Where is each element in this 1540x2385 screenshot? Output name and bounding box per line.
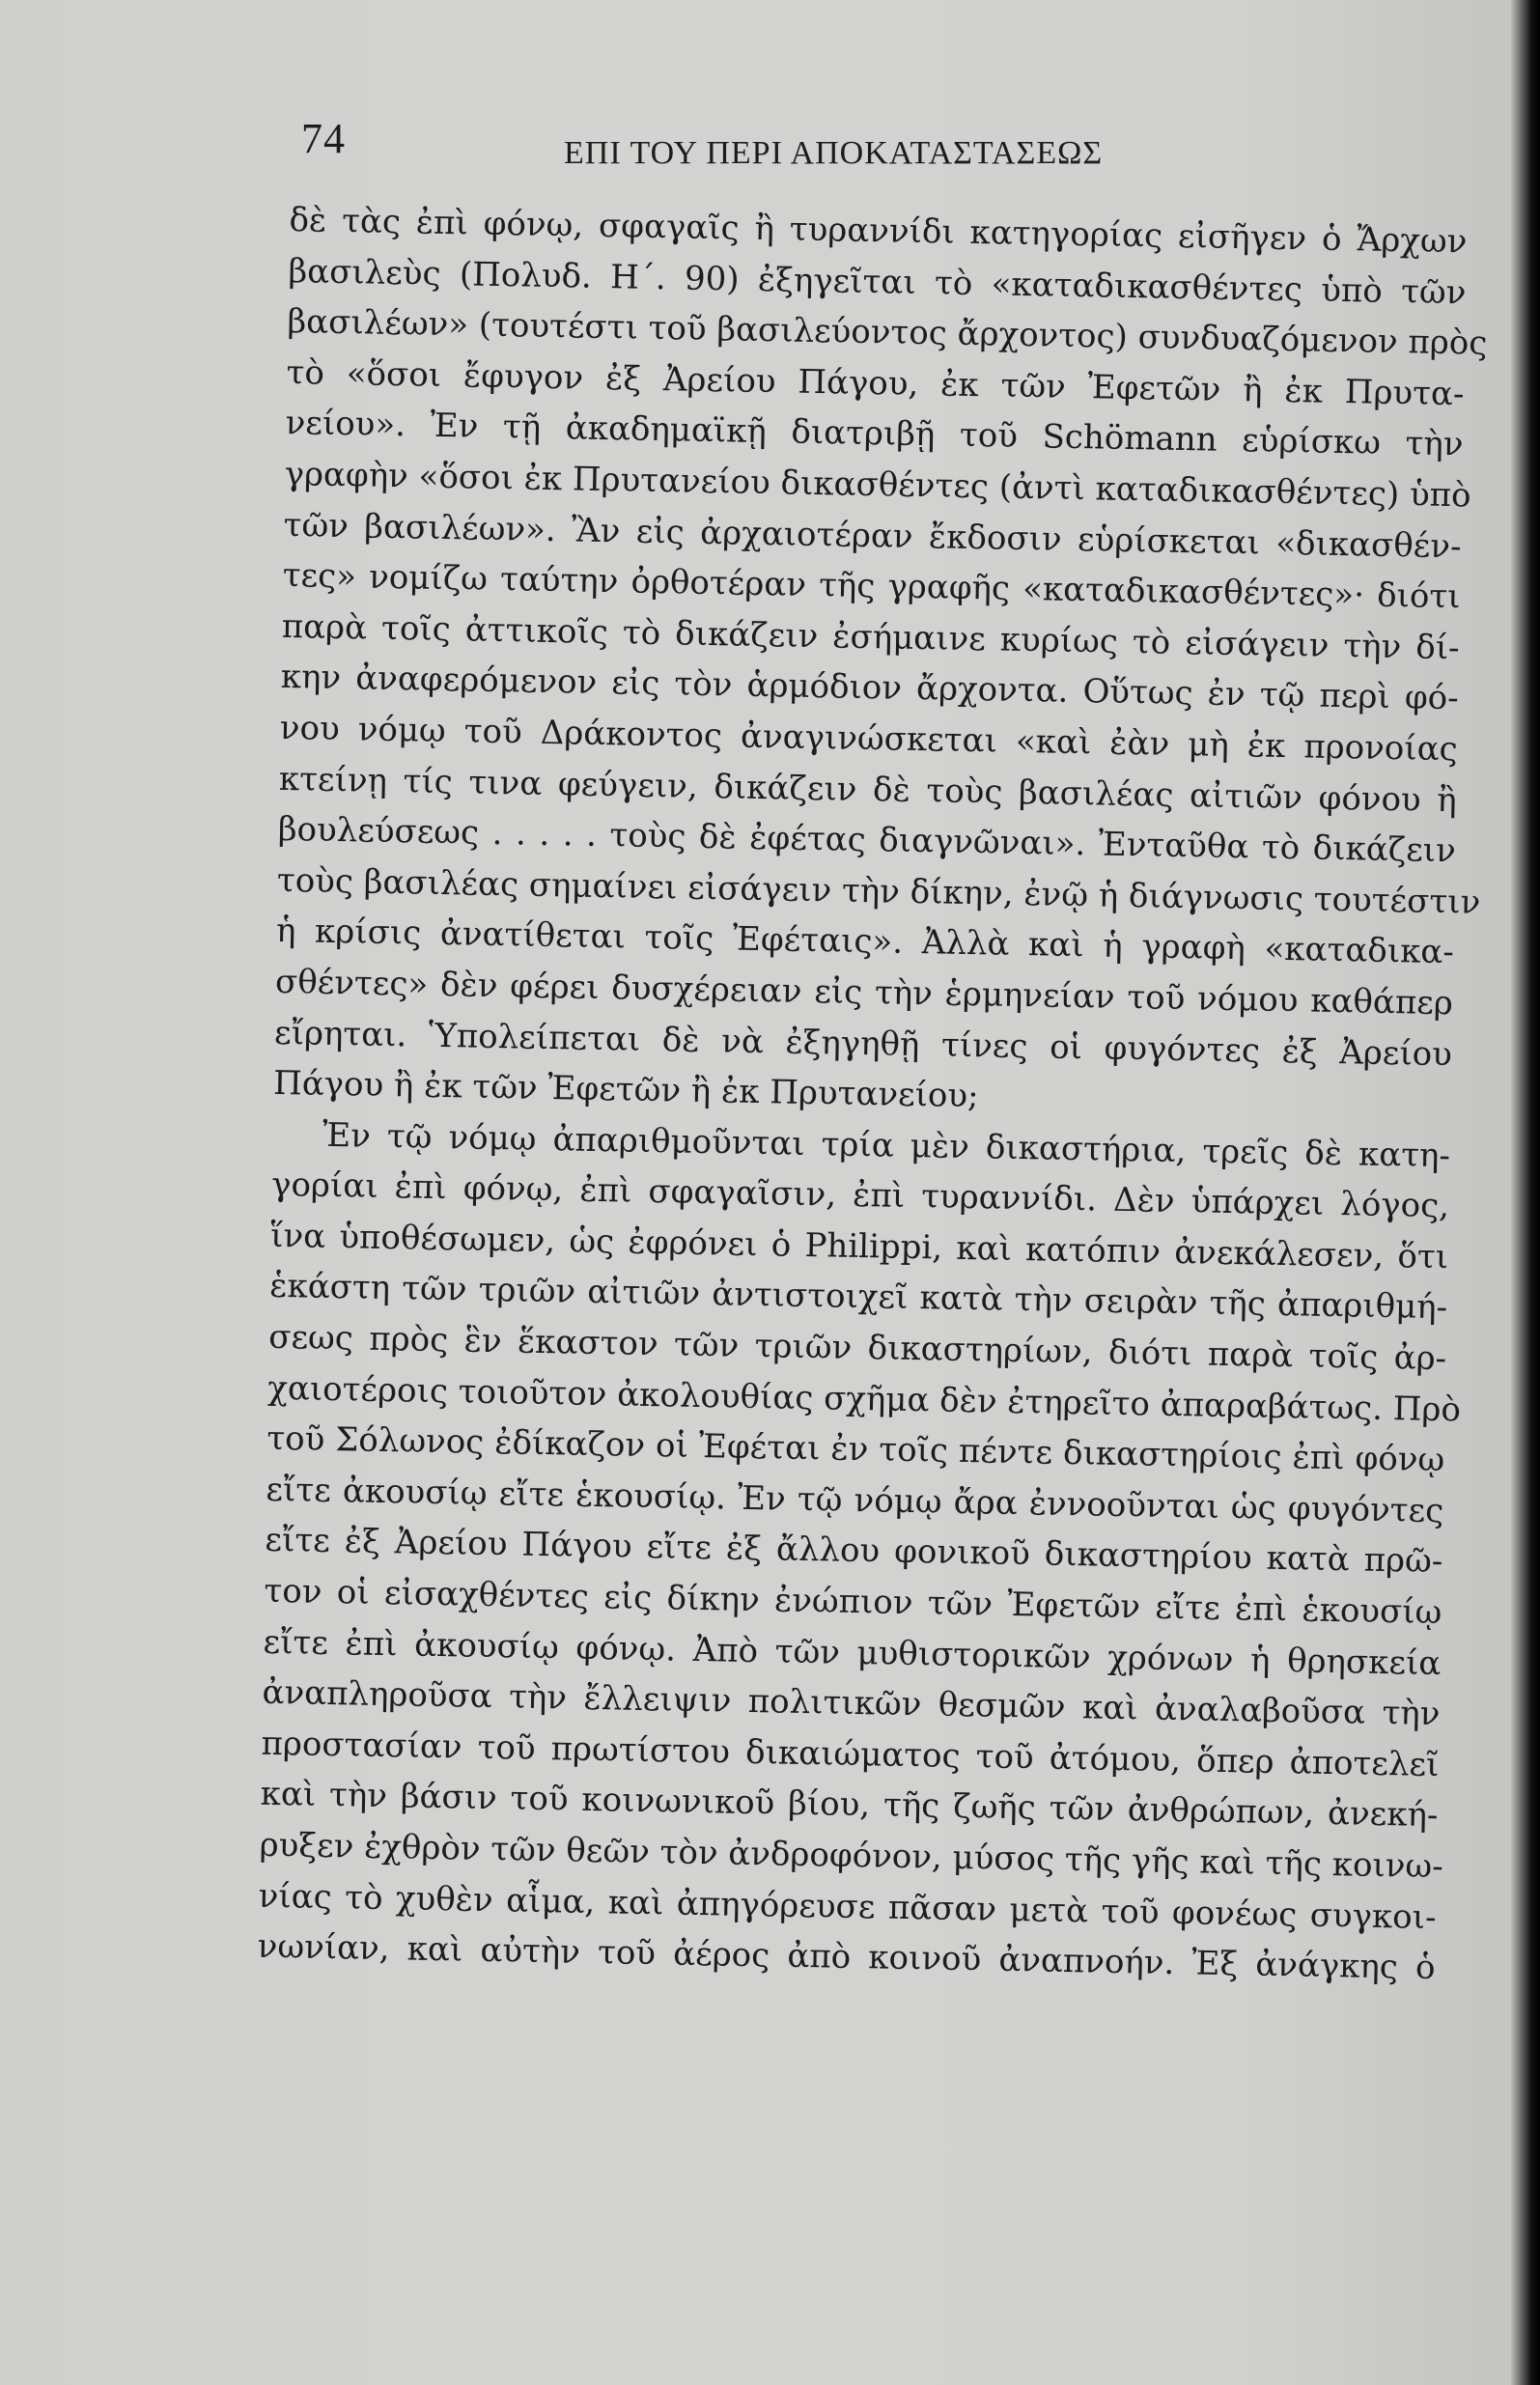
text-line: ἡ κρίσις ἀνατίθεται τοῖς Ἐφέταις». Ἀλλὰ καὶ ἡ γραφὴ «καταδικα- <box>275 912 1455 972</box>
text-line: νωνίαν, καὶ αὐτὴν τοῦ ἀέρος ἀπὸ κοινοῦ ἀναπνοήν. Ἐξ ἀνάγκης ὁ <box>257 1926 1436 1988</box>
text-line: Ἐν τῷ νόμῳ ἀπαριθμοῦνται τρία μὲν δικαστήρια, τρεῖς δὲ κατη- <box>322 1115 1451 1175</box>
text-line: κτείνῃ τίς τινα φεύγειν, δικάζειν δὲ τοὺς βασιλέας αἰτιῶν φόνου ἢ <box>278 759 1458 820</box>
text-line: γορίαι ἐπὶ φόνῳ, ἐπὶ σφαγαῖσιν, ἐπὶ τυραννίδι. Δὲν ὑπάρχει λόγος, <box>270 1165 1450 1226</box>
page-edge-shadow <box>1511 0 1540 2385</box>
body-text <box>257 195 1488 1994</box>
text-line: βουλεύσεως . . . . . τοὺς δὲ ἐφέτας διαγνῶναι». Ἐνταῦθα τὸ δικάζειν <box>277 810 1457 871</box>
text-line: τοῦ Σόλωνος ἐδίκαζον οἱ Ἐφέται ἐν τοῖς πέντε δικαστηρίοις ἐπὶ φόνῳ <box>266 1419 1445 1480</box>
text-line: κην ἀναφερόμενον εἰς τὸν ἁρμόδιον ἄρχοντα. Οὕτως ἐν τῷ περὶ φό- <box>280 658 1460 718</box>
text-line: τοὺς βασιλέας σημαίνει εἰσάγειν τὴν δίκην, ἐνῷ ἡ διάγνωσις τουτέστιν <box>276 860 1481 922</box>
text-line: νίας τὸ χυθὲν αἷμα, καὶ ἀπηγόρευσε πᾶσαν μετὰ τοῦ φονέως συγκοι- <box>258 1876 1437 1937</box>
text-line: βασιλεὺς (Πολυδ. Η΄. 90) ἐξηγεῖται τὸ «καταδικασθέντες ὑπὸ τῶν <box>288 251 1467 312</box>
text-line: τῶν βασιλέων». Ἂν εἰς ἀρχαιοτέραν ἔκδοσιν εὑρίσκεται «δικασθέν- <box>283 505 1462 566</box>
text-line: σεως πρὸς ἓν ἕκαστον τῶν τριῶν δικαστηρίων, διότι παρὰ τοῖς ἀρ- <box>267 1317 1447 1379</box>
text-line: ἑκάστη τῶν τριῶν αἰτιῶν ἀντιστοιχεῖ κατὰ τὴν σειρὰν τῆς ἀπαριθμή- <box>268 1267 1448 1328</box>
text-line: εἴτε ἐπὶ ἀκουσίῳ φόνῳ. Ἀπὸ τῶν μυθιστορικῶν χρόνων ἡ θρησκεία <box>263 1622 1442 1683</box>
text-line: νείου». Ἐν τῇ ἀκαδημαϊκῇ διατριβῇ τοῦ Schömann εὑρίσκω τὴν <box>285 404 1464 464</box>
text-line: εἴρηται. Ὑπολείπεται δὲ νὰ ἐξηγηθῇ τίνες οἱ φυγόντες ἐξ Ἀρείου <box>273 1013 1453 1074</box>
text-line: σθέντες» δὲν φέρει δυσχέρειαν εἰς τὴν ἑρμηνείαν τοῦ νόμου καθάπερ <box>274 962 1454 1024</box>
text-line: ρυξεν ἐχθρὸν τῶν θεῶν τὸν ἀνδροφόνον, μύσος τῆς γῆς καὶ τῆς κοινω- <box>259 1825 1444 1887</box>
text-line: δὲ τὰς ἐπὶ φόνῳ, σφαγαῖς ἢ τυραννίδι κατηγορίας εἰσῆγεν ὁ Ἄρχων <box>289 200 1468 262</box>
text-line: χαιοτέροις τοιοῦτον ἀκολουθίας σχῆμα δὲν ἐτηρεῖτο ἀπαραβάτως. Πρὸ <box>266 1368 1462 1430</box>
text-line: εἴτε ἐξ Ἀρείου Πάγου εἴτε ἐξ ἄλλου φονικοῦ δικαστηρίου κατὰ πρῶ- <box>265 1521 1443 1582</box>
text-line: γραφὴν «ὅσοι ἐκ Πρυτανείου δικασθέντες (ἀντὶ καταδικασθέντες) ὑπὸ <box>284 454 1471 516</box>
text-line: εἴτε ἀκουσίῳ εἴτε ἑκουσίῳ. Ἐν τῷ νόμῳ ἄρα ἐννοοῦνται ὡς φυγόντες <box>266 1470 1444 1530</box>
text-line: ἀναπληροῦσα τὴν ἔλλειψιν πολιτικῶν θεσμῶν καὶ ἀναλαβοῦσα τὴν <box>262 1672 1441 1734</box>
text-line: προστασίαν τοῦ πρωτίστου δικαιώματος τοῦ ἀτόμου, ὅπερ ἀποτελεῖ <box>261 1724 1440 1784</box>
text-line: τὸ «ὅσοι ἔφυγον ἐξ Ἀρείου Πάγου, ἐκ τῶν Ἐφετῶν ἢ ἐκ Πρυτα- <box>286 352 1465 414</box>
page-header <box>301 114 1489 182</box>
text-line: βασιλέων» (τουτέστι τοῦ βασιλεύοντος ἄρχοντος) συνδυαζόμενον πρὸς <box>287 302 1488 363</box>
text-line: ἵνα ὑποθέσωμεν, ὡς ἐφρόνει ὁ Philippi, καὶ κατόπιν ἀνεκάλεσεν, ὅτι <box>269 1216 1449 1277</box>
running-title: ΕΠΙ ΤΟΥ ΠΕΡΙ ΑΠΟΚΑΤΑΣΤΑΣΕΩΣ <box>564 135 1104 171</box>
text-line: τες» νομίζω ταύτην ὀρθοτέραν τῆς γραφῆς «καταδικασθέντες»· διότι <box>282 556 1461 617</box>
text-line: καὶ τὴν βάσιν τοῦ κοινωνικοῦ βίου, τῆς ζωῆς τῶν ἀνθρώπων, ἀνεκή- <box>260 1775 1439 1836</box>
page-number: 74 <box>301 115 346 162</box>
text-line: νου νόμῳ τοῦ Δράκοντος ἀναγινώσκεται «καὶ ἐὰν μὴ ἐκ προνοίας <box>279 708 1459 770</box>
text-line: Πάγου ἢ ἐκ τῶν Ἐφετῶν ἢ ἐκ Πρυτανείου; <box>272 1063 979 1116</box>
text-line: παρὰ τοῖς ἀττικοῖς τὸ δικάζειν ἐσήμαινε κυρίως τὸ εἰσάγειν τὴν δί- <box>281 606 1460 668</box>
text-line: τον οἱ εἰσαχθέντες εἰς δίκην ἐνώπιον τῶν Ἐφετῶν εἴτε ἐπὶ ἑκουσίῳ <box>264 1571 1442 1633</box>
